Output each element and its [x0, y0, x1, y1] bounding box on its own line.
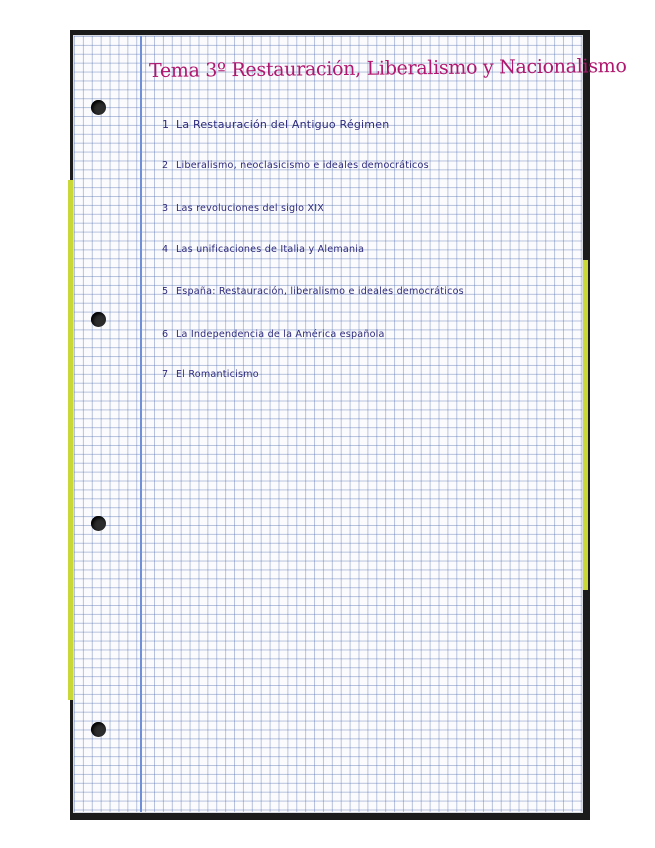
list-item [162, 286, 464, 297]
punch-hole-icon [91, 722, 106, 737]
item-number: 3 [162, 203, 169, 214]
page-title: Tema 3º Restauración, Liberalismo y Nacionalismo [148, 54, 627, 82]
item-number: 7 [162, 369, 169, 380]
item-number: 5 [162, 286, 169, 297]
item-text: Liberalismo, neoclasicismo e ideales democráticos [176, 160, 429, 171]
item-number: 2 [162, 160, 169, 171]
list-item [162, 203, 324, 214]
item-text: Las revoluciones del siglo XIX [176, 203, 325, 214]
item-text: La Independencia de la América española [176, 329, 385, 340]
list-item [162, 369, 259, 380]
list-item [162, 244, 364, 255]
margin-line [140, 36, 142, 812]
item-text: El Romanticismo [176, 369, 259, 380]
item-text: España: Restauración, liberalismo e ideales democráticos [176, 286, 464, 297]
punch-hole-icon [91, 516, 106, 531]
notebook-page [74, 36, 627, 812]
item-text: Las unificaciones de Italia y Alemania [176, 244, 365, 255]
list-item [162, 118, 389, 131]
list-item [162, 160, 429, 171]
item-number: 4 [162, 244, 169, 255]
list-item [162, 329, 385, 340]
item-text: La Restauración del Antiguo Régimen [176, 118, 390, 131]
item-number: 6 [162, 329, 169, 340]
item-number: 1 [162, 118, 170, 131]
punch-hole-icon [91, 100, 106, 115]
punch-hole-icon [91, 312, 106, 327]
